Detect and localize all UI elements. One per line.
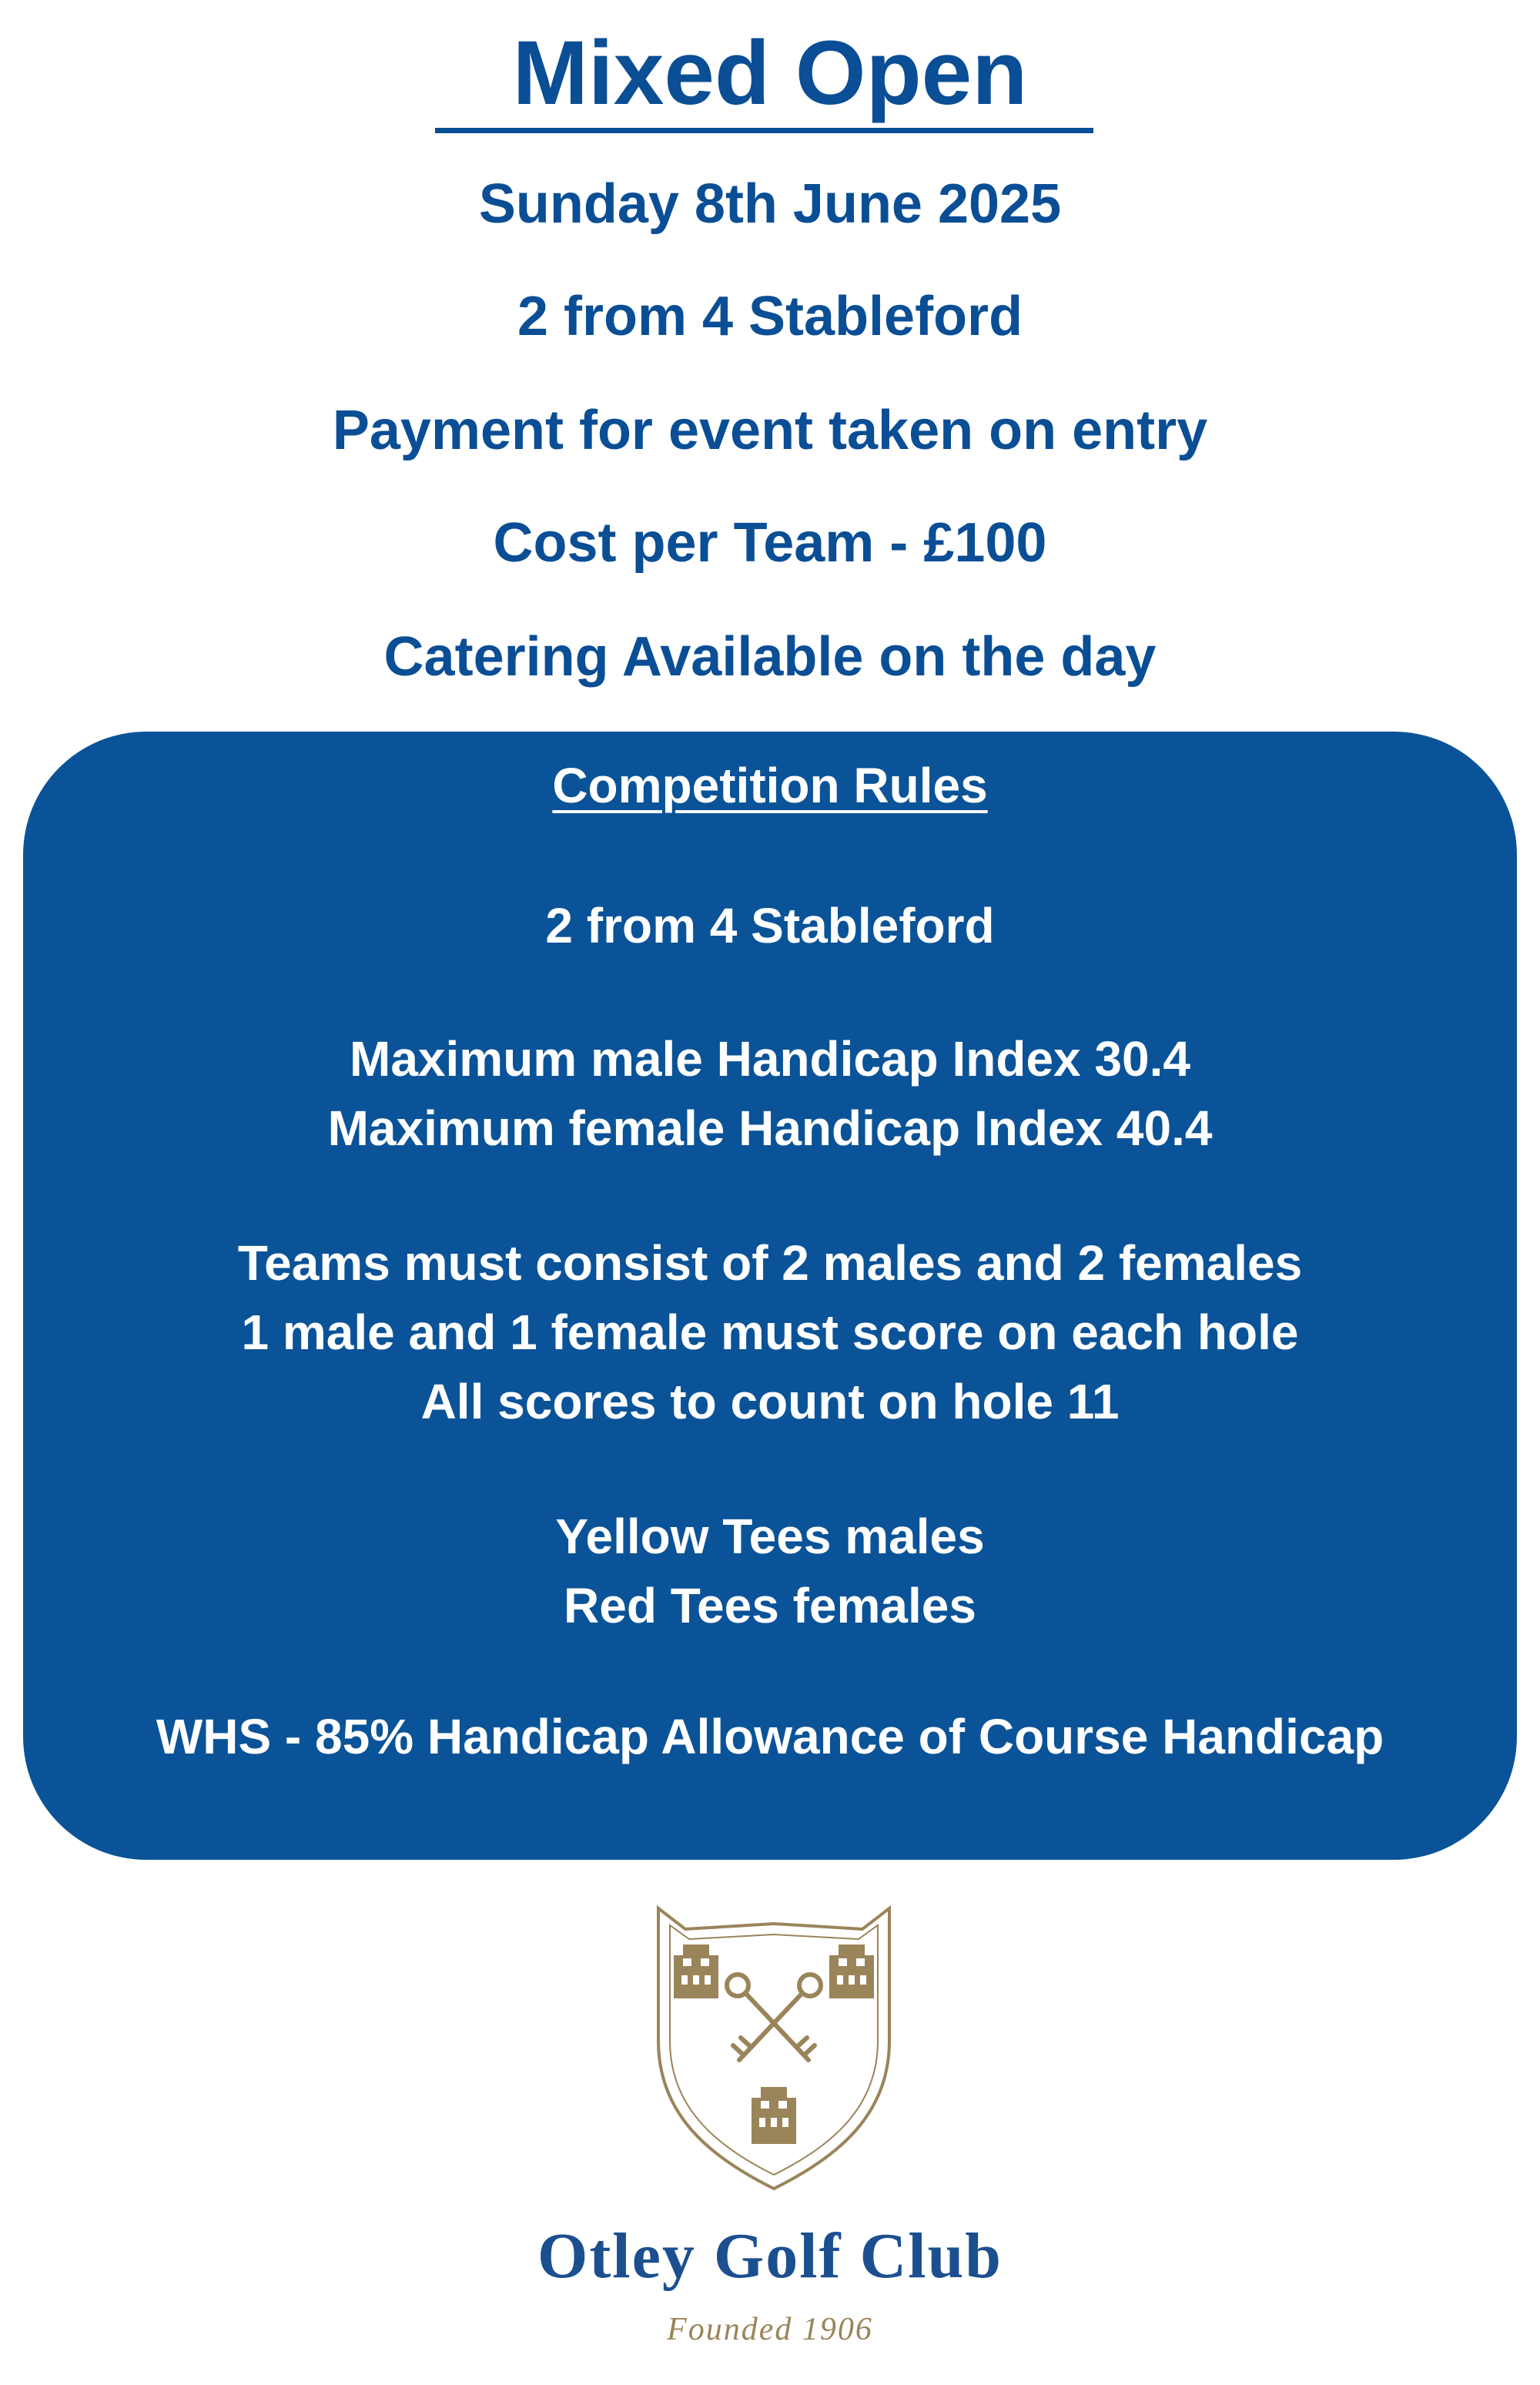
rule-handicap-female: Maximum female Handicap Index 40.4 xyxy=(327,1100,1213,1156)
rule-allowance: WHS - 85% Handicap Allowance of Course Handicap xyxy=(156,1709,1384,1764)
event-format: 2 from 4 Stableford xyxy=(517,286,1023,347)
team-cost: Cost per Team - £100 xyxy=(493,512,1047,574)
rule-team-composition: Teams must consist of 2 males and 2 females xyxy=(237,1235,1303,1291)
rule-tees-male: Yellow Tees males xyxy=(555,1509,985,1564)
payment-note: Payment for event taken on entry xyxy=(332,400,1208,461)
catering-note: Catering Available on the day xyxy=(383,626,1157,688)
event-title: Mixed Open xyxy=(512,22,1028,124)
rule-scoring: 1 male and 1 female must score on each hole xyxy=(241,1305,1299,1360)
rule-format: 2 from 4 Stableford xyxy=(545,898,995,953)
shield-crest-icon xyxy=(654,1902,893,2195)
rule-handicap-male: Maximum male Handicap Index 30.4 xyxy=(350,1031,1190,1087)
club-founded: Founded 1906 xyxy=(667,2312,873,2347)
rule-tees-female: Red Tees females xyxy=(564,1578,976,1633)
club-name: Otley Golf Club xyxy=(537,2220,1003,2292)
rules-heading: Competition Rules xyxy=(552,758,988,813)
event-date: Sunday 8th June 2025 xyxy=(478,173,1062,235)
title-underline xyxy=(435,128,1093,133)
competition-rules-box xyxy=(23,732,1517,1860)
rule-hole-11: All scores to count on hole 11 xyxy=(420,1374,1120,1429)
